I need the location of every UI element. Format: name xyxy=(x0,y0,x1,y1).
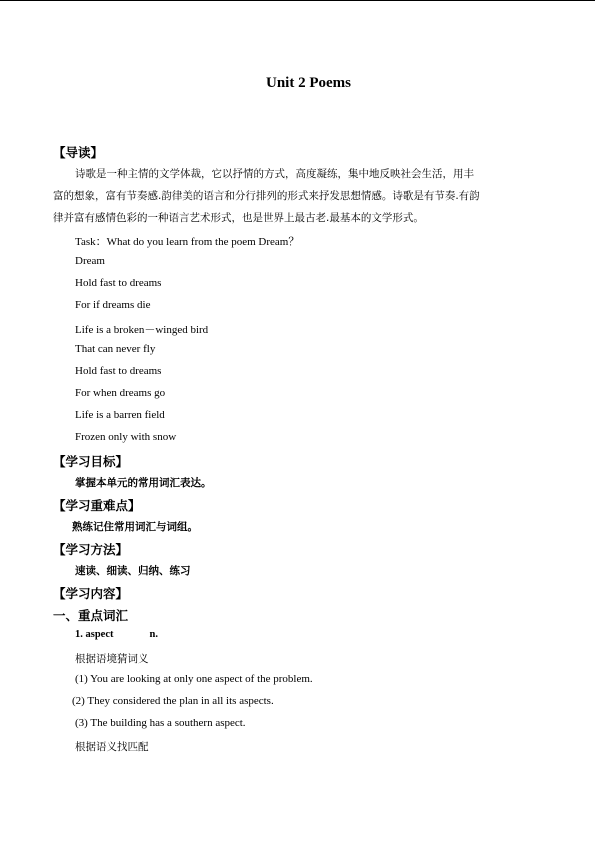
section-heading-vocab: 一、重点词汇 xyxy=(53,608,129,623)
poem-title: Dream xyxy=(75,255,105,267)
poem-line: Hold fast to dreams xyxy=(75,365,162,377)
poem-line: Life is a barren field xyxy=(75,409,165,421)
page-title: Unit 2 Poems xyxy=(266,75,351,91)
match-label: 根据语义找匹配 xyxy=(75,741,149,753)
poem-line: That can never fly xyxy=(75,343,156,355)
vocab-pos: n. xyxy=(149,629,158,640)
guide-para-line-1: 诗歌是一种主情的文学体裁，它以抒情的方式，高度凝练，集中地反映社会生活，用丰 xyxy=(75,168,474,180)
methods-text: 速读、细读、归纳、练习 xyxy=(75,565,191,577)
task-line: Task：What do you learn from the poem Dream？ xyxy=(75,236,300,248)
guess-label: 根据语境猜词义 xyxy=(75,653,149,665)
key-points-text: 熟练记住常用词汇与词组。 xyxy=(72,521,198,533)
guide-para-line-3: 律并富有感情色彩的一种语言艺术形式，也是世界上最古老.最基本的文学形式。 xyxy=(53,212,424,224)
poem-line: Hold fast to dreams xyxy=(75,277,162,289)
poem-line: For if dreams die xyxy=(75,299,151,311)
methods-heading: 【学习方法】 xyxy=(53,542,129,557)
guide-heading: 【导读】 xyxy=(53,145,104,160)
example-sentence: (1) You are looking at only one aspect of the problem. xyxy=(75,673,313,685)
poem-line: Frozen only with snow xyxy=(75,431,177,443)
vocab-entry xyxy=(75,629,158,640)
content-heading: 【学习内容】 xyxy=(53,586,129,601)
objectives-heading: 【学习目标】 xyxy=(53,454,129,469)
objectives-text: 掌握本单元的常用词汇表达。 xyxy=(75,477,212,489)
key-points-heading: 【学习重难点】 xyxy=(53,498,141,513)
vocab-word: 1. aspect xyxy=(75,629,114,640)
poem-line: For when dreams go xyxy=(75,387,166,399)
example-sentence: (2) They considered the plan in all its aspects. xyxy=(72,695,274,707)
poem-line: Life is a broken－winged bird xyxy=(75,324,209,336)
guide-para-line-2: 富的想象，富有节奏感.韵律美的语言和分行排列的形式来抒发思想情感。诗歌是有节奏.有韵 xyxy=(53,190,480,202)
header-rule xyxy=(0,0,595,1)
example-sentence: (3) The building has a southern aspect. xyxy=(75,717,246,729)
